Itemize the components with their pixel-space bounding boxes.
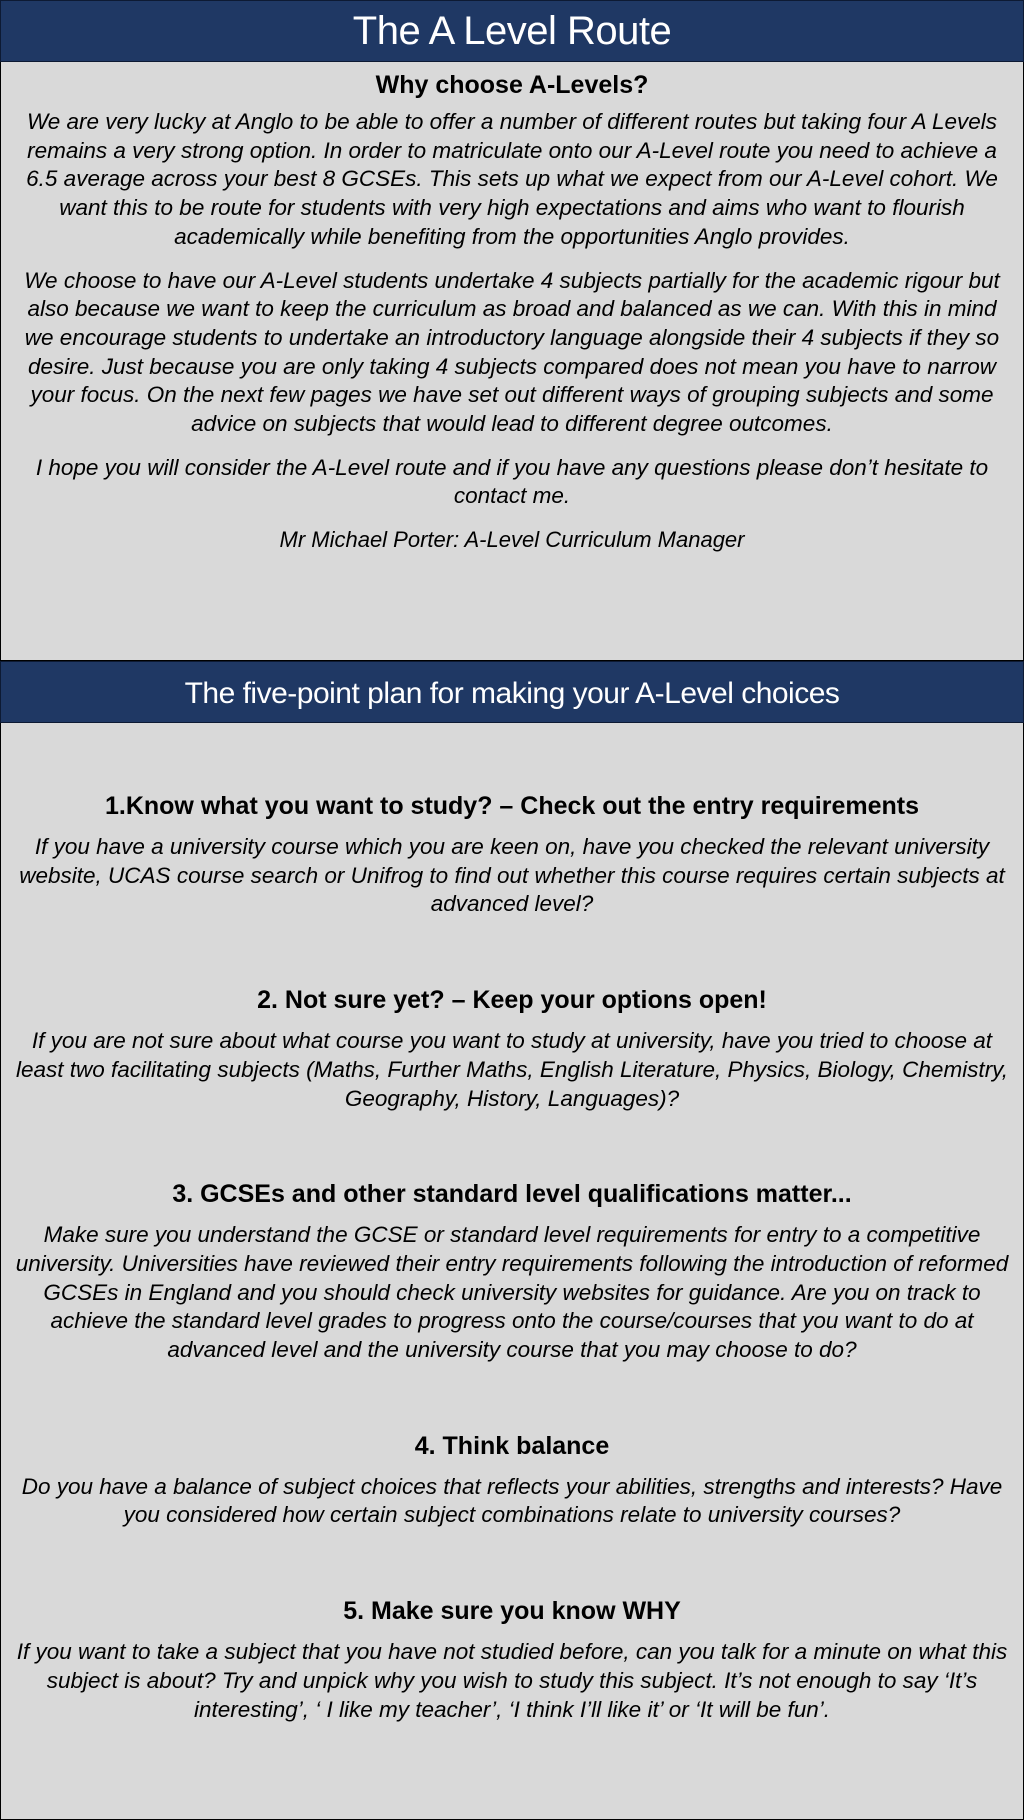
- intro-section: [0, 62, 1024, 661]
- point-2-heading: 2. Not sure yet? – Keep your options open!: [257, 986, 767, 1015]
- point-4-heading: 4. Think balance: [414, 1431, 610, 1460]
- point-1-heading: 1.Know what you want to study? – Check out the entry requirements: [104, 792, 919, 820]
- point-2-body: If you are not sure about what course you want to study at university, have you tried to choose at least two facilitating subjects (Maths, Further Maths, English Literature, Physics, Biology, Chemistry, Geography, History, Languages)?: [15, 1028, 1009, 1111]
- point-3-heading: 3. GCSEs and other standard level qualifications matter...: [172, 1180, 852, 1209]
- intro-paragraph-2: We choose to have our A-Level students undertake 4 subjects partially for the academic rigour but also because we want to keep the curriculum as broad and balanced as we can. With this in mind we encourage students to undertake an introductory language alongside their 4 subjects if they so desire. Just because you are only taking 4 subjects compared does not mean you have to narrow your focus. On the next few pages we have set out different ways of grouping subjects and some advice on subjects that would lead to different degree outcomes.: [24, 267, 1000, 437]
- intro-heading: Why choose A-Levels?: [375, 71, 649, 99]
- point-4-body: Do you have a balance of subject choices that reflects your abilities, strengths and interests? Have you considered how certain subject combinations relate to university courses?: [21, 1473, 1003, 1528]
- point-1-body: If you have a university course which you are keen on, have you checked the relevant university website, UCAS course search or Unifrog to find out whether this course requires certain subjects at advanced level?: [19, 834, 1005, 917]
- point-3-body: Make sure you understand the GCSE or standard level requirements for entry to a competitive university. Universities have reviewed their entry requirements following the introduction of reformed GCSEs in England and you should check university websites for guidance. Are you on track to achieve the standard level grades to progress onto the course/courses that you want to do at advanced level and the university course that you may choose to do?: [15, 1222, 1009, 1363]
- page-title: The A Level Route: [0, 0, 1024, 62]
- point-5-heading: 5. Make sure you know WHY: [343, 1597, 681, 1626]
- intro-paragraph-1: We are very lucky at Anglo to be able to offer a number of different routes but taking four A Levels remains a very strong option. In order to matriculate onto our A-Level route you need to achieve a 6.5 average across your best 8 GCSEs. This sets up what we expect from our A-Level cohort. We want this to be route for students with very high expectations and aims who want to flourish academically while benefiting from the opportunities Anglo provides.: [26, 109, 998, 249]
- point-5-body: If you want to take a subject that you have not studied before, can you talk for a minute on what this subject is about? Try and unpick why you wish to study this subject. It’s not enough to say ‘It’s interesting’, ‘ I like my teacher’, ‘I think I’ll like it’ or ‘It will be fun’.: [16, 1639, 1008, 1722]
- intro-paragraph-3: I hope you will consider the A-Level route and if you have any questions please don’t hesitate to contact me.: [35, 454, 989, 509]
- signature: Mr Michael Porter: A-Level Curriculum Manager: [279, 527, 745, 553]
- five-point-plan-section: [0, 723, 1024, 1820]
- plan-title: The five-point plan for making your A-Level choices: [0, 661, 1024, 723]
